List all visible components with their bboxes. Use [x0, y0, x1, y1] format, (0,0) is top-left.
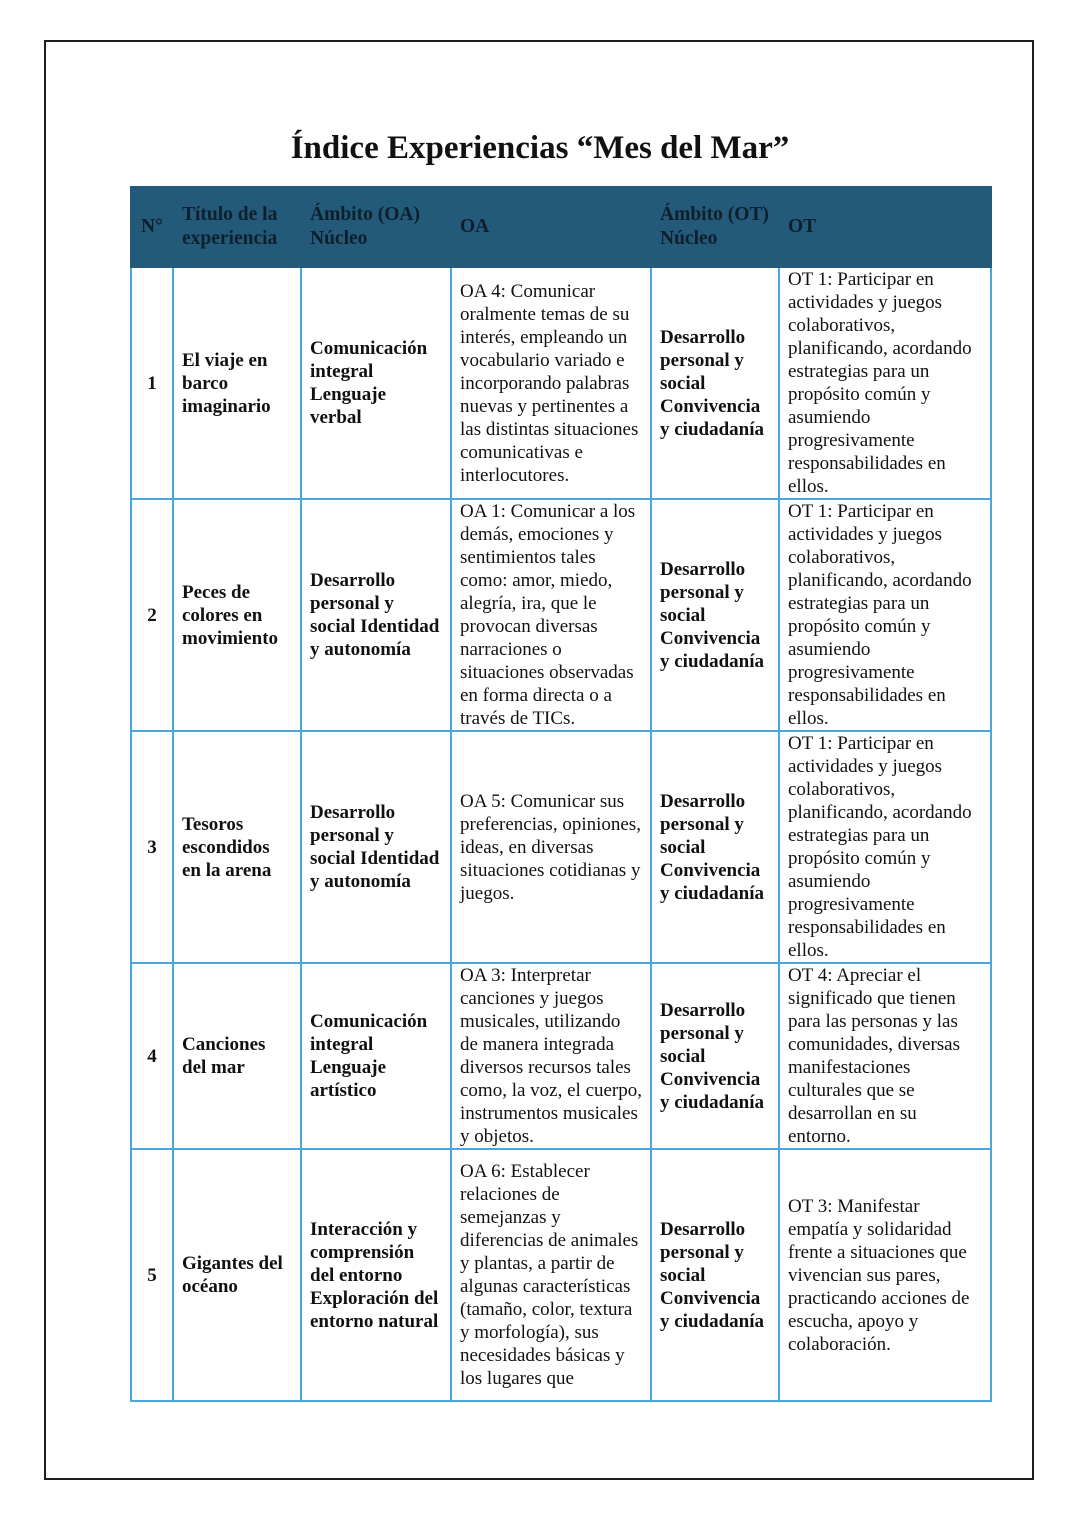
table-header-row: [131, 187, 991, 267]
header-ambito-ot: Ámbito (OT) Núcleo: [651, 187, 779, 267]
ambito-ot-cell: Desarrollo personal y social Convivencia y ciudadanía: [651, 267, 779, 499]
header-oa: OA: [451, 187, 651, 267]
ot-cell: OT 1: Participar en actividades y juegos colaborativos, planificando, acordando estrategias para un propósito común y asumiendo progresivamente responsabilidades en ellos.: [779, 267, 991, 499]
experience-title: Canciones del mar: [173, 963, 301, 1149]
ambito-oa-cell: Comunicación integral Lenguaje verbal: [301, 267, 451, 499]
table-row: [131, 499, 991, 731]
ambito-oa-cell: Desarrollo personal y social Identidad y autonomía: [301, 499, 451, 731]
ambito-oa-cell: Comunicación integral Lenguaje artístico: [301, 963, 451, 1149]
ot-cell: OT 1: Participar en actividades y juegos colaborativos, planificando, acordando estrategias para un propósito común y asumiendo progresivamente responsabilidades en ellos.: [779, 499, 991, 731]
header-num: N°: [131, 187, 173, 267]
row-number: 3: [131, 731, 173, 963]
row-number: 1: [131, 267, 173, 499]
header-titulo: Título de la experiencia: [173, 187, 301, 267]
ambito-oa-cell: Desarrollo personal y social Identidad y autonomía: [301, 731, 451, 963]
ambito-ot-cell: Desarrollo personal y social Convivencia y ciudadanía: [651, 1149, 779, 1401]
experience-title: Peces de colores en movimiento: [173, 499, 301, 731]
header-ot: OT: [779, 187, 991, 267]
ot-cell: OT 4: Apreciar el significado que tienen para las personas y las comunidades, diversas manifestaciones culturales que se desarrollan en su entorno.: [779, 963, 991, 1149]
oa-cell: OA 5: Comunicar sus preferencias, opiniones, ideas, en diversas situaciones cotidianas y juegos.: [451, 731, 651, 963]
experience-title: Gigantes del océano: [173, 1149, 301, 1401]
oa-cell: OA 6: Establecer relaciones de semejanzas y diferencias de animales y plantas, a partir de algunas características (tamaño, color, textura y morfología), sus necesidades básicas y los lugares que: [451, 1149, 651, 1401]
table-row: [131, 1149, 991, 1401]
ambito-oa-cell: Interacción y comprensión del entorno Exploración del entorno natural: [301, 1149, 451, 1401]
oa-cell: OA 1: Comunicar a los demás, emociones y sentimientos tales como: amor, miedo, alegría, ira, que le provocan diversas narraciones o situaciones observadas en forma directa o a través de TICs.: [451, 499, 651, 731]
table-row: [131, 963, 991, 1149]
ambito-ot-cell: Desarrollo personal y social Convivencia y ciudadanía: [651, 499, 779, 731]
experience-title: El viaje en barco imaginario: [173, 267, 301, 499]
ambito-ot-cell: Desarrollo personal y social Convivencia y ciudadanía: [651, 731, 779, 963]
ot-cell: OT 1: Participar en actividades y juegos colaborativos, planificando, acordando estrategias para un propósito común y asumiendo progresivamente responsabilidades en ellos.: [779, 731, 991, 963]
document-title: Índice Experiencias “Mes del Mar”: [290, 130, 790, 166]
table-row: [131, 267, 991, 499]
table-row: [131, 731, 991, 963]
row-number: 5: [131, 1149, 173, 1401]
experiences-index-table: [130, 186, 992, 1402]
oa-cell: OA 4: Comunicar oralmente temas de su interés, empleando un vocabulario variado e incorporando palabras nuevas y pertinentes a las distintas situaciones comunicativas e interlocutores.: [451, 267, 651, 499]
row-number: 4: [131, 963, 173, 1149]
ambito-ot-cell: Desarrollo personal y social Convivencia y ciudadanía: [651, 963, 779, 1149]
oa-cell: OA 3: Interpretar canciones y juegos musicales, utilizando de manera integrada diversos recursos tales como, la voz, el cuerpo, instrumentos musicales y objetos.: [451, 963, 651, 1149]
ot-cell: OT 3: Manifestar empatía y solidaridad frente a situaciones que vivencian sus pares, practicando acciones de escucha, apoyo y colaboración.: [779, 1149, 991, 1401]
row-number: 2: [131, 499, 173, 731]
experience-title: Tesoros escondidos en la arena: [173, 731, 301, 963]
header-ambito-oa: Ámbito (OA) Núcleo: [301, 187, 451, 267]
